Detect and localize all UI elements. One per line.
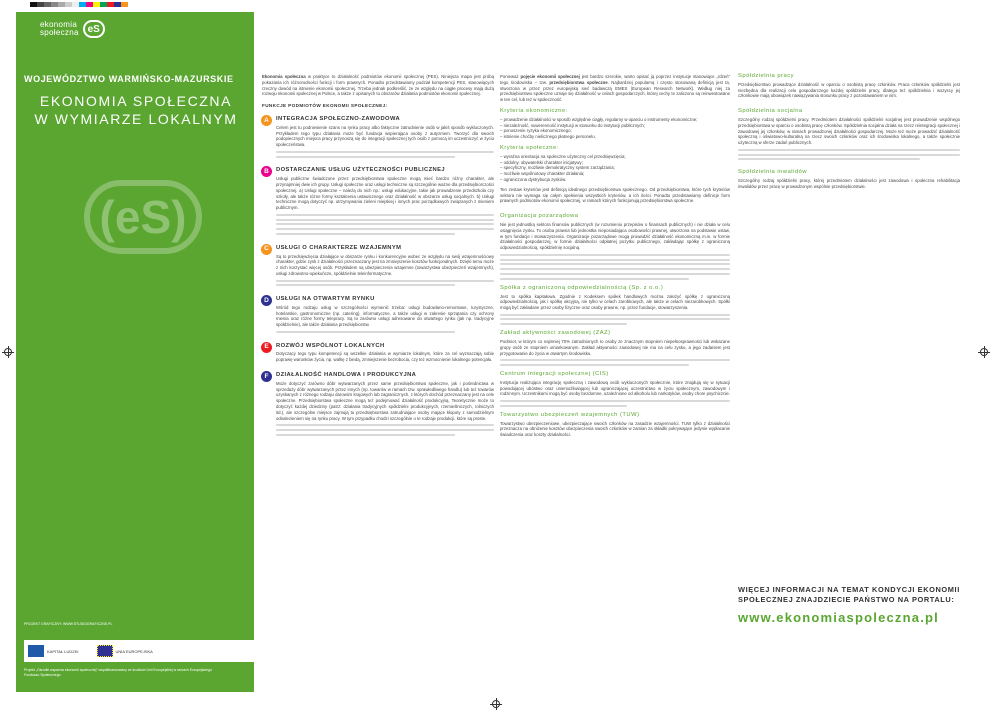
- tuw-text: Towarzystwo ubezpieczeniowe, ubezpieczające swoich członków na zasadzie wzajemności. TUW tylko z działalności przeznacza na obniżenie kosztów ubezpieczenia swoich członków w zamian za składki pokrywające jedynie wypłacanie świadczenia oraz koszty działalności.: [500, 420, 730, 438]
- registration-mark-left: [4, 348, 12, 356]
- color-swatch: [100, 2, 107, 7]
- page-title: [24, 92, 248, 128]
- criteria-item: – specyficzny, możliwie demokratyczny system zarządzania;: [500, 165, 615, 171]
- color-swatch: [86, 2, 93, 7]
- printer-color-bar: [30, 2, 128, 7]
- criteria-econ-list: [500, 117, 730, 140]
- disabled-coop-text: Szczególny rodzaj spółdzielni pracy, której przedmiotem działalności jest zawodowa i społeczna rehabilitacja inwalidów przez pracę w prowadzonym wspólnie przedsiębiorstwie.: [738, 178, 960, 189]
- criteria-item: – prowadzenie działalności w sposób względnie ciągły, regularny w oparciu o instrumenty ekonomiczne;: [500, 116, 698, 122]
- column-cooperatives: [738, 74, 960, 192]
- function-section-f: [262, 371, 494, 439]
- sp-heading: Spółka z ograniczoną odpowiedzialnością (Sp. z o.o.): [500, 284, 664, 291]
- text-line: [276, 214, 494, 216]
- section-letter-badge: C: [261, 244, 272, 255]
- section-letter-badge: A: [261, 115, 272, 126]
- text-line: [276, 429, 494, 431]
- eu-logos-bar: [24, 640, 254, 662]
- column-functions: [262, 74, 494, 439]
- org-text: Nie jest jednostką sektora finansów publicznych (w rozumieniu przepisów o finansach publicznych) i nie działa w celu osiągnięcia zysku. To osoba prawna lub jednostka nieposiadająca osobowości prawnej, utworzona na podstawie ustaw, w tym fundacje i stowarzyszenia. Organizacje pozarządowe mogą prowadzić działalność ekonomiczną m.in. w formie działalności gospodarczej, w formie działalności odpłatnej pożytku publicznego, zakładając spółkę z ograniczoną odpowiedzialnością, spółdzielnię socjalną.: [500, 221, 730, 251]
- zaz-text: Podmiot, w którym co najmniej 70% zatrudnionych to osoby ze znacznym stopniem niepełnosprawności lub wskazane grupy osób ze stopniem umiarkowanym. Zakład aktywności zawodowej nie ma na celu zysku, a jego zadaniem jest przygotowanie do życia w otwartym środowisku.: [500, 339, 730, 356]
- logo-line-1: ekonomia: [40, 20, 78, 29]
- title-line-1: EKONOMIA SPOŁECZNA: [39, 93, 233, 109]
- region-label: WOJEWÓDZTWO WARMIŃSKO-MAZURSKIE: [24, 74, 234, 84]
- text-line: [276, 219, 494, 221]
- color-swatch: [79, 2, 86, 7]
- functions-heading: FUNKCJE PODMIOTÓW EKONOMII SPOŁECZNEJ:: [262, 103, 388, 109]
- section-letter-badge: E: [261, 342, 272, 353]
- function-section-d: [262, 295, 494, 336]
- color-swatch: [30, 2, 37, 7]
- design-credit: PROJEKT GRAFICZNY: WWW.STUDIOGRAFICZNE.PL: [24, 622, 113, 626]
- definition-intro: Ponieważ pojęcie ekonomii społecznej jest bardzo szerokie, warto opisać ją poprzez instytucje stanowiące „rdzeń” tego środowiska – tzw. przedsiębiorstwa społeczne. Najbardziej popularną i często stosowaną definicją jest ta, stworzona w przez przez europejską sieć badawczą EMES (European Research Network). Według niej za przedsiębiorstwo społeczne uznaje się działalność w celach gospodarczych, której cechy te zaliczono są reinwestowane w ten cel, lub też w społeczność.: [500, 74, 731, 103]
- section-title: USŁUGI O CHARAKTERZE WZAJEMNYM: [276, 244, 402, 251]
- section-title: DZIAŁALNOŚĆ HANDLOWA I PRODUKCYJNA: [276, 372, 417, 379]
- criteria-summary: Ten zestaw kryteriów jest definicją idealnego przedsiębiorstwa społecznego. Od przedsiębiorstwa, które tych kryteriów sektora nie wymaga się całym spełnienia wszystkich kryteriów, a ich ilości. Ponadto przedstawiamy definicje form prawnych podmiotów ekonomii społecznej, w ramach których funkcjonują przedsiębiorstwa społeczne.: [500, 186, 730, 204]
- text-line: [276, 434, 455, 436]
- eu-flag-logo: UNIA EUROPEJSKA: [97, 644, 153, 658]
- criteria-item: – ograniczona dystrybucja zysków.: [500, 176, 567, 182]
- intro-paragraph: Ekonomia społeczna w praktyce to działalność podmiotów ekonomii społecznej (PES). Niniejsza mapa jest próbą pokazania ich różnorodności funkcji i form prawnych. Ponadto przedstawiamy podział kompetencji PES, stanowiących rzeczny dowód na istnienie ekonomii społecznej. Trzeba jednak podkreślić, że ze względu na ciągłe procesy mają dużą rozwoju ekonomii społecznej w Polsce, a także z opisanych tu obszarów działania podmiotów ekonomii społecznej.: [262, 74, 494, 97]
- brand-logo: [40, 20, 105, 38]
- section-text: Usługi publiczne świadczone przez przedsiębiorstwa społeczne mogą mieć bardzo różny charakter, ale przynajmniej dwie ich grupy. Usługi społeczne oraz usługi techniczne są szczególnie ważne dla przedsiębiorczości społecznej. a) Usługi społeczne – należą do nich np.: usługi edukacyjne, takie jak prowadzenie przedszkola czy szkoły, ale także różne formy kształcenia ustawicznego oraz działalność w obszarze usług socjalnych. b) Usługi techniczne mogą dotyczyć np. utrzymywania zieleni miejskiej i innych prac porządkowych związanych z mieniem publicznym.: [276, 176, 494, 211]
- color-swatch: [121, 2, 128, 7]
- criteria-item: – możliwie wspólnotowy charakter działania;: [500, 171, 585, 177]
- disabled-coop-heading: Spółdzielnia inwalidów: [738, 169, 808, 176]
- color-swatch: [37, 2, 44, 7]
- text-line: [276, 156, 455, 158]
- kapital-ludzki-logo: KAPITAŁ LUDZKI: [28, 644, 79, 658]
- column-definitions: [500, 74, 730, 440]
- org-heading: Organizacja pozarządowa: [500, 213, 579, 220]
- text-line: [276, 424, 494, 426]
- more-info-line-1: WIĘCEJ INFORMACJI NA TEMAT KONDYCJI EKONOMII: [738, 585, 960, 594]
- section-title: ROZWÓJ WSPÓLNOT LOKALNYCH: [276, 342, 385, 349]
- section-title: USŁUGI NA OTWARTYM RYNKU: [276, 296, 375, 303]
- function-section-a: [262, 115, 494, 160]
- text-line: [276, 151, 494, 153]
- sp-text: Jest to spółka kapitałowa. Zgodnie z Kodeksem spółek handlowych można założyć spółkę z ograniczoną odpowiedzialnością, jak i spółkę akcyjną, nie tylko w celach zarobkowych, ale także w celach niezarobkowych. Spółki mogą być zakładane przez osoby fizyczne oraz osoby prawne, np. przez fundacje, stowarzyszenia.: [500, 293, 730, 311]
- text-line: [276, 331, 455, 333]
- registration-mark-right: [980, 348, 988, 356]
- color-swatch: [72, 2, 79, 7]
- big-es-logo: (eS): [84, 180, 202, 254]
- more-info-line-2: SPOŁECZNEJ ZNAJDZIECIE PAŃSTWO NA PORTALU:: [738, 595, 955, 604]
- function-section-b: [262, 166, 494, 237]
- criteria-item: – istnienie choćby nielicznego płatnego personelu.: [500, 134, 596, 140]
- title-line-2: W WYMIARZE LOKALNYM: [34, 111, 238, 127]
- text-line: [276, 228, 494, 230]
- function-section-e: [262, 342, 494, 365]
- color-swatch: [44, 2, 51, 7]
- eu-funding-note: Projekt „Ośrodki wsparcia ekonomii społecznej” współfinansowany ze środków Unii Europejskiej w ramach Europejskiego Funduszu Społecznego: [24, 668, 212, 677]
- section-letter-badge: B: [261, 166, 272, 177]
- section-text: Są to przedsięwzięcia działające w obszarze rynku i konkurencyjne wobec ze względu na swój wzajemnościowy charakter, gdzie zysk z działalności przeznaczany jest na zmniejszenie kosztów funkcjonalnych. Dzięki temu może z nich korzystać więcej osób. Przykładem są ubezpieczenia wzajemne (towarzystwa ubezpieczeń wzajemnych), usługi zdrowotno-opiekuńcze, spółdzielnie teleinformatyczne.: [276, 253, 494, 276]
- section-title: INTEGRACJA SPOŁECZNO-ZAWODOWA: [276, 115, 401, 122]
- logo-line-2: społeczna: [40, 28, 79, 37]
- social-coop-text: Szczególny rodzaj spółdzielni pracy. Przedmiotem działalności spółdzielni socjalnej jest prowadzenie wspólnego przedsiębiorstwa w oparciu o osobistą pracę członków. Spółdzielnia socjalna działa na rzecz reintegracji społecznej i zawodowej jej członków, w ramach prowadzonej działalności gospodarczej. Może też może prowadzić działalność społeczną i oświatowo-kulturalną na rzecz swoich członków oraz ich środowiska lokalnego, a także społecznie użyteczną w sferze zadań publicznych.: [738, 116, 960, 146]
- text-line: [276, 284, 455, 286]
- cis-text: Instytucja realizująca integrację społeczną i zawodową osób wykluczonych społecznie, które znajdują się w sytuacji powodującej ubóstwo oraz uniemożliwiającej lub ograniczającej uczestnictwo w życiu społecznym, zawodowym i rodzinnym. Uczestnikami mogą być osoby bezdomne, uzależnione od alkoholu lub narkotyków, osoby chore psychicznie.: [500, 379, 731, 397]
- work-coop-text: Przedsiębiorstwo prowadzące działalność w oparciu o osobistą pracę członków. Praca członków spółdzielni jest niezbędna dla realizacji celu gospodarczego każdej spółdzielni pracy, dlatego też spółdzielnia i wszyscy jej członkowie mają obowiązek nawiązywania stosunku pracy z pozostawaniem w nim.: [738, 81, 960, 99]
- section-letter-badge: D: [261, 295, 272, 306]
- logo-mark: eS: [83, 20, 105, 38]
- color-swatch: [51, 2, 58, 7]
- criteria-soc-list: [500, 154, 730, 183]
- color-swatch: [93, 2, 100, 7]
- criteria-econ-heading: Kryteria ekonomiczne:: [500, 107, 568, 114]
- registration-mark-bottom: [492, 700, 500, 708]
- portal-link[interactable]: www.ekonomiaspoleczna.pl: [738, 610, 939, 625]
- color-swatch: [65, 2, 72, 7]
- criteria-item: – oddolny, obywatelski charakter inicjatywy;: [500, 159, 583, 165]
- section-text: Wśród tego rodzaju usług w szczególności wymienić trzeba: usługi budowlano-remontowe, turystyczne, hotelarskie, gastronomiczne (np. catering), informatyczne, a także usługi w zakresie sprzątania czy ochrony mienia oraz różne formy telepracy. Są to zarówno usługi adresowane do otwartego rynku (jak np. tradycyjne spółdzielnie), ale także działania przedsiębiorstw.: [276, 304, 494, 328]
- criteria-soc-heading: Kryteria społeczne:: [500, 144, 559, 151]
- tuw-heading: Towarzystwo ubezpieczeń wzajemnych (TUW): [500, 411, 640, 418]
- zaz-heading: Zakład aktywności zawodowej (ZAZ): [500, 330, 611, 337]
- section-text: Może dotyczyć zarówno dóbr wytwarzanych przez same przedsiębiorstwa społeczne, jak i pośrednictwa w sprzedaży dóbr wytwarzanych przez innych (np. towarów w ramach tzw. sprawiedliwego handlu) lub też towarów uzyskanych z różnego rodzaju darowizn krajowych lub zagranicznych, z których dochód przeznaczany jest na cele społeczne. Przedsiębiorstwa społeczne mogą też podejmować działalność produkcyjną. Teoretycznie może to dotyczyć każdej dziedziny (patrz: działania tradycyjnych spółdzielni produkcyjnych, rzemieślniczych, rolniczych itd.), ale szczególne miejsce zajmują tu przedsiębiorstwa zatrudniające osoby mające kłopoty z samodzielnym odnalezieniem się na rynku pracy. W tym przypadku chodzi szczególnie o te rodzaje produkcji, które są proste.: [276, 380, 494, 421]
- section-letter-badge: F: [261, 371, 272, 382]
- function-section-c: [262, 244, 494, 289]
- text-line: [276, 223, 494, 225]
- criteria-item: – niezależność, suwerenność instytucji w stosunku do instytucji publicznych;: [500, 122, 645, 128]
- social-coop-heading: Spółdzielnia socjalna: [738, 108, 803, 115]
- work-coop-heading: Spółdzielnia pracy: [738, 73, 795, 79]
- section-title: DOSTARCZANIE USŁUG UŻYTECZNOŚCI PUBLICZNEJ: [276, 167, 446, 174]
- more-info: [738, 585, 964, 605]
- color-swatch: [58, 2, 65, 7]
- section-text: Dotyczący tego typu kompetencji są wszelkie działania w wymiarze lokalnym, które za cel wyznaczają sobie poprawę warunków życia, np. walkę z biedą, zmniejszenie bezrobocia, czy też wzmocnienie lokalnego potencjału.: [276, 351, 494, 363]
- criteria-item: – wyraźna orientacja na społeczne użyteczny cel przedsięwzięcia;: [500, 153, 626, 159]
- criteria-item: – ponoszenie ryzyka ekonomicznego;: [500, 128, 572, 134]
- color-swatch: [114, 2, 121, 7]
- color-swatch: [107, 2, 114, 7]
- section-text: Celem jest tu podniesienie szans na rynku pracy albo faktyczne zatrudnienie osób w jakiś sposób wykluczonych. Przykładem tego typu działania może być fundacja wspierająca osoby z autyzmem. Tworzyć dla swoich podopiecznych miejsca pracy przynoszą się do integracji społecznej tych osób z pomocą im uczestniczyć w życiu społeczeństwa.: [276, 124, 494, 148]
- text-line: [276, 233, 455, 235]
- text-line: [276, 280, 494, 282]
- cis-heading: Centrum integracji społecznej (CIS): [500, 371, 609, 378]
